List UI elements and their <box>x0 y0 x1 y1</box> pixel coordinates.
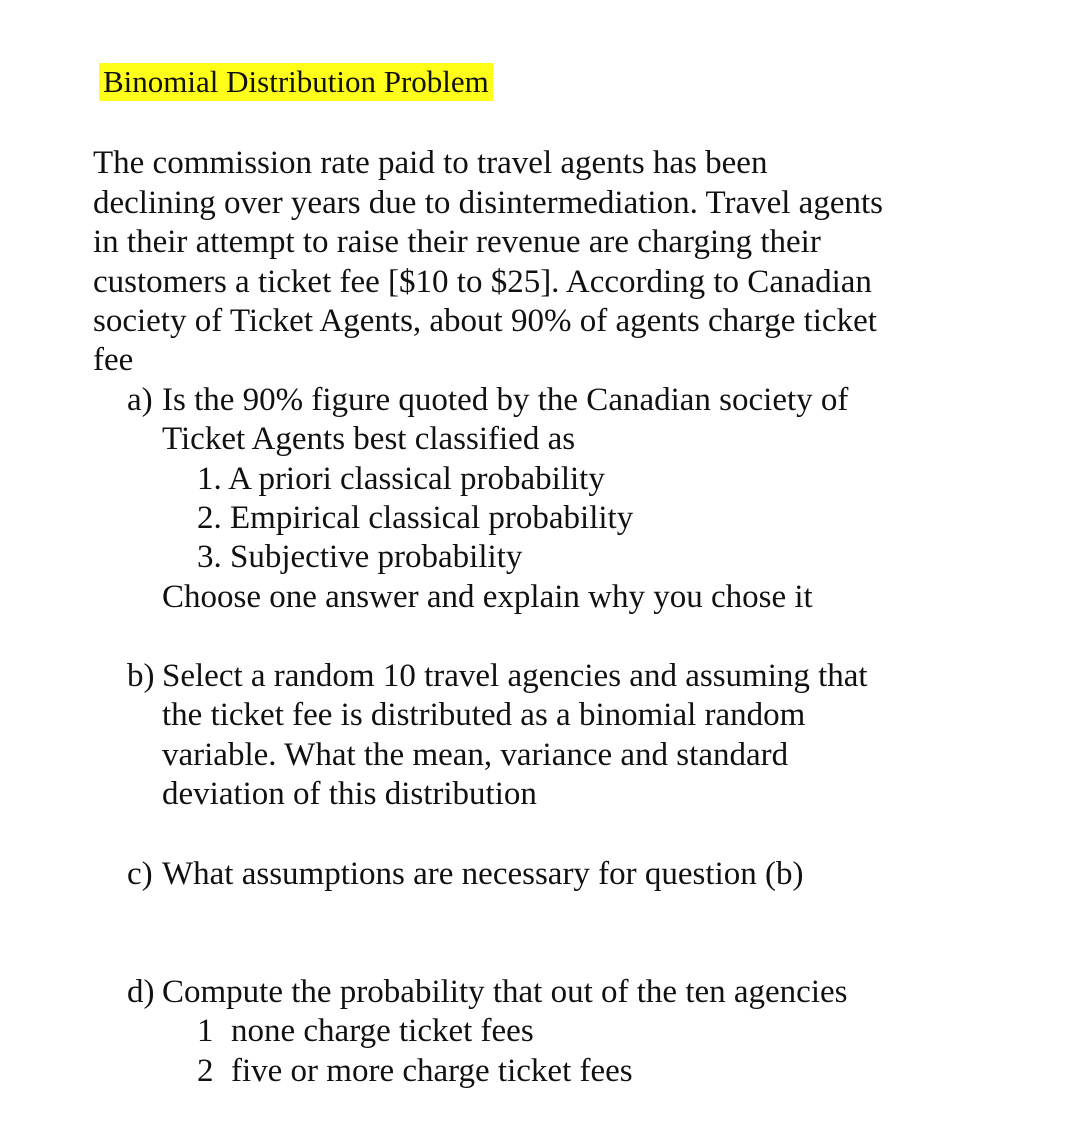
intro-line: The commission rate paid to travel agents has been <box>93 145 768 181</box>
question-a-option: 1. A priori classical probability <box>197 461 605 497</box>
page-title: Binomial Distribution Problem <box>99 63 493 101</box>
question-d-label: d) <box>127 974 155 1010</box>
question-d-part-number: 1 <box>197 1013 214 1049</box>
question-c-line: What assumptions are necessary for question (b) <box>162 856 804 892</box>
question-a-option: 2. Empirical classical probability <box>197 500 634 536</box>
intro-line: society of Ticket Agents, about 90% of agents charge ticket <box>93 303 877 339</box>
question-c-label: c) <box>127 856 153 892</box>
question-a-line: Ticket Agents best classified as <box>162 421 576 457</box>
question-d-line: Compute the probability that out of the ten agencies <box>162 974 848 1010</box>
question-d-part-text: five or more charge ticket fees <box>231 1053 633 1089</box>
intro-line: in their attempt to raise their revenue are charging their <box>93 224 821 260</box>
question-b-label: b) <box>127 658 155 694</box>
question-a-label: a) <box>127 382 153 418</box>
intro-line: customers a ticket fee [$10 to $25]. According to Canadian <box>93 264 872 300</box>
question-b-line: variable. What the mean, variance and standard <box>162 737 789 773</box>
question-d-part-text: none charge ticket fees <box>231 1013 534 1049</box>
question-a-instruction: Choose one answer and explain why you chose it <box>162 579 813 615</box>
question-b-line: the ticket fee is distributed as a binomial random <box>162 697 806 733</box>
question-d-part-number: 2 <box>197 1053 214 1089</box>
question-b-line: Select a random 10 travel agencies and assuming that <box>162 658 868 694</box>
question-a-option: 3. Subjective probability <box>197 539 523 575</box>
question-b-line: deviation of this distribution <box>162 776 537 812</box>
intro-line: declining over years due to disintermediation. Travel agents <box>93 185 883 221</box>
question-a-line: Is the 90% figure quoted by the Canadian society of <box>162 382 849 418</box>
intro-line: fee <box>93 342 134 378</box>
